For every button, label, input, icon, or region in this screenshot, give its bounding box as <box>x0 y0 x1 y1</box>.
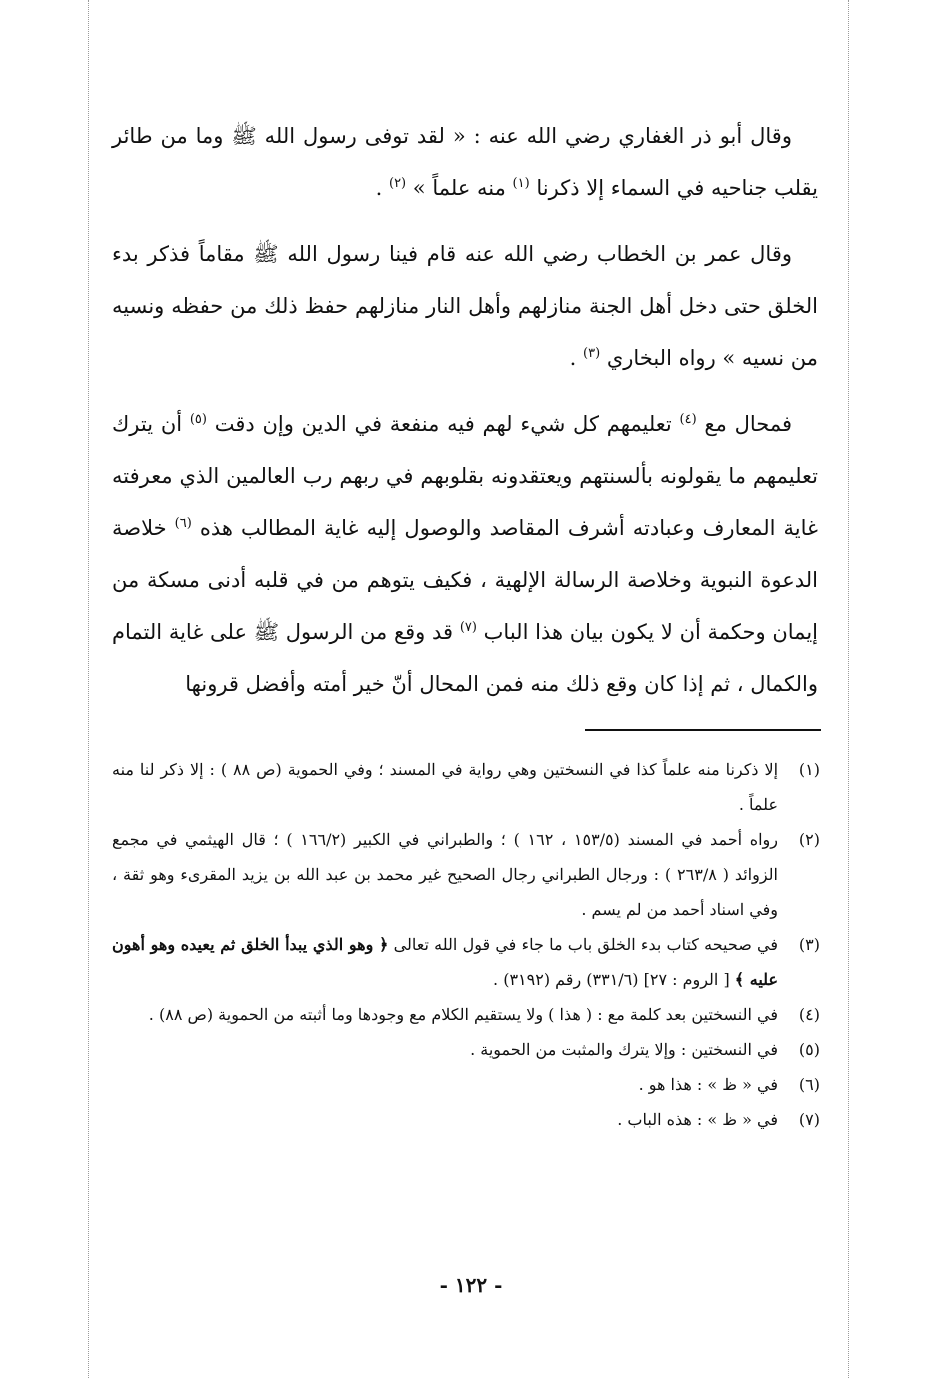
footnote-text: رواه أحمد في المسند (١٥٣/٥ ، ١٦٢ ) ؛ والطبراني في الكبير (١٦٦/٢ ) ؛ قال الهيثمي في مجمع الزوائد ( ٢٦٣/٨ ) : ورجال الطبراني رجال الصحيح غير محمد بن عبد الله بن يزيد المقرىء وهو ثقة ، وفي اسناد أحمد من لم يسم . <box>112 830 779 919</box>
footnote-ref: (٧) <box>459 620 477 635</box>
footnote-7 <box>112 1102 820 1137</box>
footnote-number: (٦) <box>798 1075 820 1094</box>
footnote-text <box>112 927 778 997</box>
footnote-ref: (٦) <box>174 516 192 531</box>
footnote-ref: (١) <box>512 176 530 191</box>
footnote-number: (٥) <box>798 1040 820 1059</box>
main-text <box>112 110 818 710</box>
text-run: . <box>375 176 389 200</box>
footnote-ref: (٢) <box>388 176 407 191</box>
text-run: قد وقع من الرسول ﷺ على غاية التمام والكمال ، ثم إذا كان وقع ذلك منه فمن المحال أنّ خير أمته وأفضل قرونها <box>112 620 818 696</box>
footnote-text: إلا ذكرنا منه علماً كذا في النسختين وهي رواية في المسند ؛ وفي الحموية (ص ٨٨ ) : إلا ذكر لنا منه علماً . <box>112 760 779 814</box>
footnote-text: في النسختين : وإلا يترك والمثبت من الحموية . <box>470 1040 778 1059</box>
paragraph-argument <box>112 398 818 710</box>
text-run: وقال عمر بن الخطاب رضي الله عنه قام فينا رسول الله ﷺ مقاماً فذكر بدء الخلق حتى دخل أهل الجنة منازلهم وأهل النار منازلهم حفظ ذلك من حفظه ونسيه من نسيه » رواه البخاري <box>112 242 818 370</box>
paragraph-umar <box>112 228 818 384</box>
footnote-3 <box>112 927 820 997</box>
footnote-number: (٧) <box>798 1110 820 1129</box>
footnote-text: في النسختين بعد كلمة مع : ( هذا ) ولا يستقيم الكلام مع وجودها وما أثبته من الحموية (ص ٨٨) . <box>148 1005 778 1024</box>
text-run: . <box>569 346 583 370</box>
footnote-2 <box>112 822 820 927</box>
footnote-number: (١) <box>798 760 820 779</box>
footnote-ref: (٤) <box>679 412 697 427</box>
text-run: أن يترك تعليمهم ما يقولونه بألسنتهم ويعتقدونه بقلوبهم في ربهم رب العالمين الذي معرفته غاية المعارف وعبادته أشرف المقاصد والوصول إليه غاية المطالب هذه <box>112 412 818 540</box>
text-run: فمحال مع <box>696 412 792 436</box>
footnote-1 <box>112 752 820 822</box>
footnote-5 <box>112 1032 820 1067</box>
footnote-separator <box>585 729 821 731</box>
footnotes <box>112 752 820 1137</box>
footnote-number: (٣) <box>798 935 820 954</box>
text-run: تعليمهم كل شيء لهم فيه منفعة في الدين وإن دقت <box>206 412 680 436</box>
footnote-ref: (٣) <box>583 346 601 361</box>
footnote-4 <box>112 997 820 1032</box>
footnote-number: (٢) <box>798 830 820 849</box>
footnote-number: (٤) <box>798 1005 820 1024</box>
paragraph-abu-dharr <box>112 110 818 214</box>
scan-border-left <box>88 0 89 1378</box>
text-run: [ الروم : ٢٧] (٣٣١/٦) رقم (٣١٩٢) . <box>493 970 735 989</box>
footnote-text: في « ظ » : هذا هو . <box>638 1075 778 1094</box>
footnote-ref: (٥) <box>189 412 207 427</box>
quran-quote: ﴿ وهو الذي يبدأ الخلق ثم يعيده وهو أهون عليه ﴾ <box>112 935 778 989</box>
text-run: منه علماً » <box>406 176 513 200</box>
scan-border-right <box>848 0 849 1378</box>
text-run: وقال أبو ذر الغفاري رضي الله عنه : « لقد توفى رسول الله ﷺ وما من طائر يقلب جناحيه في السماء إلا ذكرنا <box>112 124 818 200</box>
page-number: - ١٢٢ - <box>439 1273 503 1297</box>
footnote-text: في « ظ » : هذه الباب . <box>617 1110 778 1129</box>
footnote-6 <box>112 1067 820 1102</box>
text-run: خلاصة الدعوة النبوية وخلاصة الرسالة الإلهية ، فكيف يتوهم من في قلبه أدنى مسكة من إيمان وحكمة أن لا يكون بيان هذا الباب <box>112 516 819 644</box>
text-run: في صحيحه كتاب بدء الخلق باب ما جاء في قول الله تعالى <box>388 935 779 954</box>
